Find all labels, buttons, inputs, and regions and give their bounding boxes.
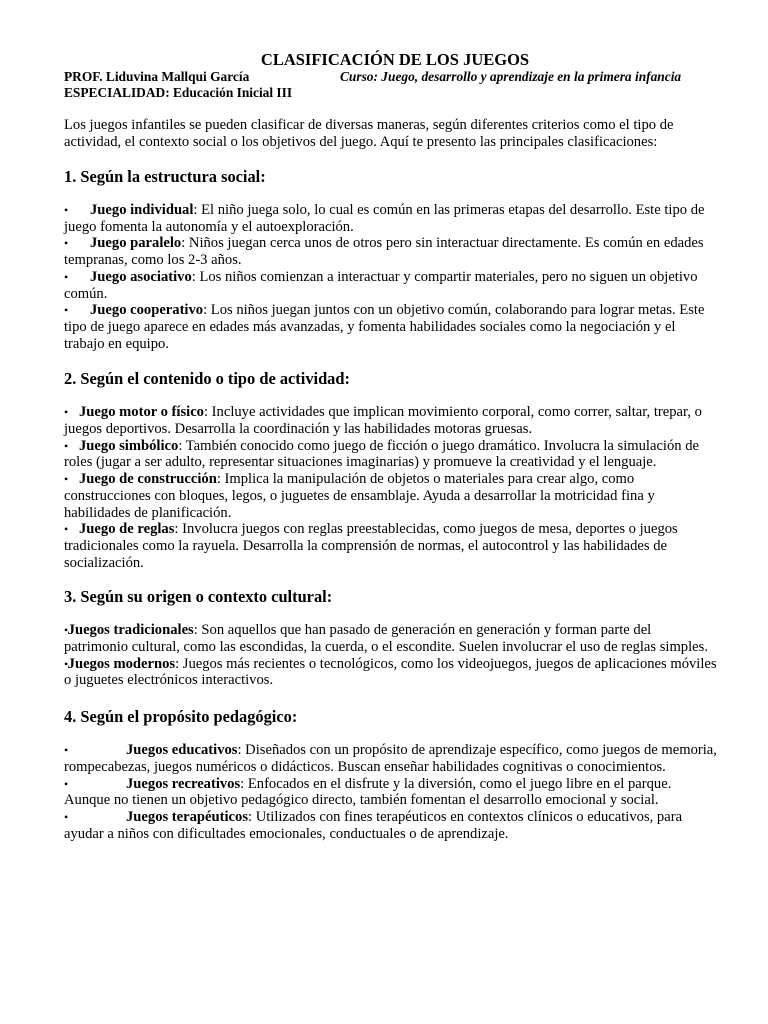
item-text: : Juegos más recientes o tecnológicos, como los videojuegos, juegos de aplicaciones móviles o juguetes electrónicos interactivos.: [64, 655, 717, 689]
item-term: Juego de construcción: [79, 471, 217, 488]
item-term: Juegos educativos: [126, 742, 238, 759]
section-list-cultural-origin: [64, 622, 718, 689]
item-text: : Involucra juegos con reglas preestablecidas, como juegos de mesa, deportes o juegos tradicionales como la rayuela. Desarrolla la comprensión de normas, el autocontrol y las habilidades de socialización.: [64, 521, 678, 571]
item-text: : Niños juegan cerca unos de otros pero sin interactuar directamente. Es común en edades tempranas, como los 2-3 años.: [64, 235, 704, 269]
item-term: Juego individual: [90, 202, 194, 218]
item-term: Juegos modernos: [67, 655, 176, 672]
item-text: : Son aquellos que han pasado de generación en generación y forman parte del patrimonio cultural, como las escondidas, la cuerda, o el escondite. Suelen involucrar el uso de reglas simples.: [64, 622, 708, 656]
list-item: [64, 235, 718, 268]
item-text: : El niño juega solo, lo cual es común en las primeras etapas del desarrollo. Este tipo de juego fomenta la autonomía y el autoexploración.: [64, 202, 705, 235]
bullet-icon: •: [64, 269, 69, 284]
item-term: Juego simbólico: [79, 437, 179, 454]
bullet-icon: •: [64, 809, 69, 824]
item-term: Juego cooperativo: [90, 302, 204, 319]
section-list-social-structure: [64, 202, 718, 352]
bullet-icon: •: [64, 236, 69, 251]
list-item: [64, 269, 718, 302]
course-name: Curso: Juego, desarrollo y aprendizaje en la primera infancia: [340, 69, 682, 84]
bullet-icon: •: [64, 438, 69, 453]
bullet-icon: •: [64, 405, 69, 420]
section-heading-activity-type: 2. Según el contenido o tipo de actividad:: [64, 369, 350, 389]
bullet-icon: •: [64, 472, 69, 487]
item-text: : Implica la manipulación de objetos o materiales para crear algo, como construcciones con bloques, legos, o juguetes de ensamblaje. Ayuda a desarrollar la motricidad fina y habilidades de planificación.: [64, 471, 655, 521]
document-title: CLASIFICACIÓN DE LOS JUEGOS: [260, 50, 530, 69]
bullet-icon: •: [64, 303, 69, 318]
section-list-pedagogical-purpose: [64, 742, 718, 842]
item-text: : Utilizados con fines terapéuticos en contextos clínicos o educativos, para ayudar a niños con dificultades emocionales, conductuales o de aprendizaje.: [64, 808, 683, 842]
item-text: : También conocido como juego de ficción o juego dramático. Involucra la simulación de roles (jugar a ser adulto, representar situaciones imaginarias) y promueve la creatividad y el lenguaje.: [64, 437, 700, 471]
item-term: Juego motor o físico: [79, 404, 204, 421]
item-text: : Los niños comienzan a interactuar y compartir materiales, pero no siguen un objetivo común.: [64, 268, 698, 302]
section-list-activity-type: [64, 404, 718, 571]
list-item: • Juegos tradicionales: Son aquellos que han pasado de generación en generación y forman parte del patrimonio cultural, como las escondidas, la cuerda, o el escondite. Suelen involucrar el uso de reglas simples.: [64, 622, 708, 656]
list-item: [64, 809, 718, 842]
item-text: : Incluye actividades que implican movimiento corporal, como correr, saltar, trepar, o juegos deportivos. Desarrolla la coordinación y las habilidades motoras gruesas.: [64, 404, 702, 438]
bullet-icon: •: [64, 743, 69, 758]
list-item: [64, 202, 718, 235]
item-term: Juego paralelo: [90, 235, 182, 252]
section-heading-social-structure: 1. Según la estructura social:: [64, 167, 266, 186]
list-item: [64, 471, 718, 521]
section-heading-cultural-origin: 3. Según su origen o contexto cultural:: [64, 587, 333, 607]
list-item: [64, 776, 718, 809]
item-text: : Enfocados en el disfrute y la diversión, como el juego libre en el parque. Aunque no tienen un objetivo pedagógico directo, también fomentan el desarrollo emocional y social.: [64, 775, 672, 809]
section-heading-pedagogical-purpose: 4. Según el propósito pedagógico:: [64, 707, 298, 727]
item-text: : Los niños juegan juntos con un objetivo común, colaborando para lograr metas. Este tipo de juego aparece en edades más avanzadas, y fomenta habilidades sociales como la negociación y el trabajo en equipo.: [64, 302, 705, 352]
list-item: • Juegos modernos: Juegos más recientes o tecnológicos, como los videojuegos, juegos de aplicaciones móviles o juguetes electrónicos interactivos.: [64, 655, 717, 689]
list-item: [64, 302, 718, 352]
bullet-icon: •: [64, 203, 69, 217]
list-item: [64, 742, 718, 775]
specialty-name: ESPECIALIDAD: Educación Inicial III: [64, 85, 293, 100]
list-item: [64, 521, 718, 571]
item-term: Juego de reglas: [79, 521, 175, 538]
bullet-icon: •: [64, 776, 69, 791]
item-text: : Diseñados con un propósito de aprendizaje específico, como juegos de memoria, rompecabezas, juegos numéricos o didácticos. Buscan enseñar habilidades cognitivas o conocimientos.: [64, 742, 717, 775]
item-term: Juegos tradicionales: [67, 622, 194, 639]
list-item: [64, 404, 718, 437]
professor-name: PROF. Liduvina Mallqui García: [64, 69, 250, 84]
header-meta-row: [64, 69, 718, 85]
bullet-icon: •: [64, 522, 69, 537]
item-term: Juegos recreativos: [126, 775, 241, 792]
intro-paragraph: Los juegos infantiles se pueden clasificar de diversas maneras, según diferentes criterios como el tipo de actividad, el contexto social o los objetivos del juego. Aquí te presento las principales clasificaciones:: [64, 117, 674, 150]
item-term: Juego asociativo: [90, 268, 192, 285]
specialty-row: [64, 85, 718, 101]
item-term: Juegos terapéuticos: [126, 808, 249, 825]
list-item: [64, 438, 718, 471]
